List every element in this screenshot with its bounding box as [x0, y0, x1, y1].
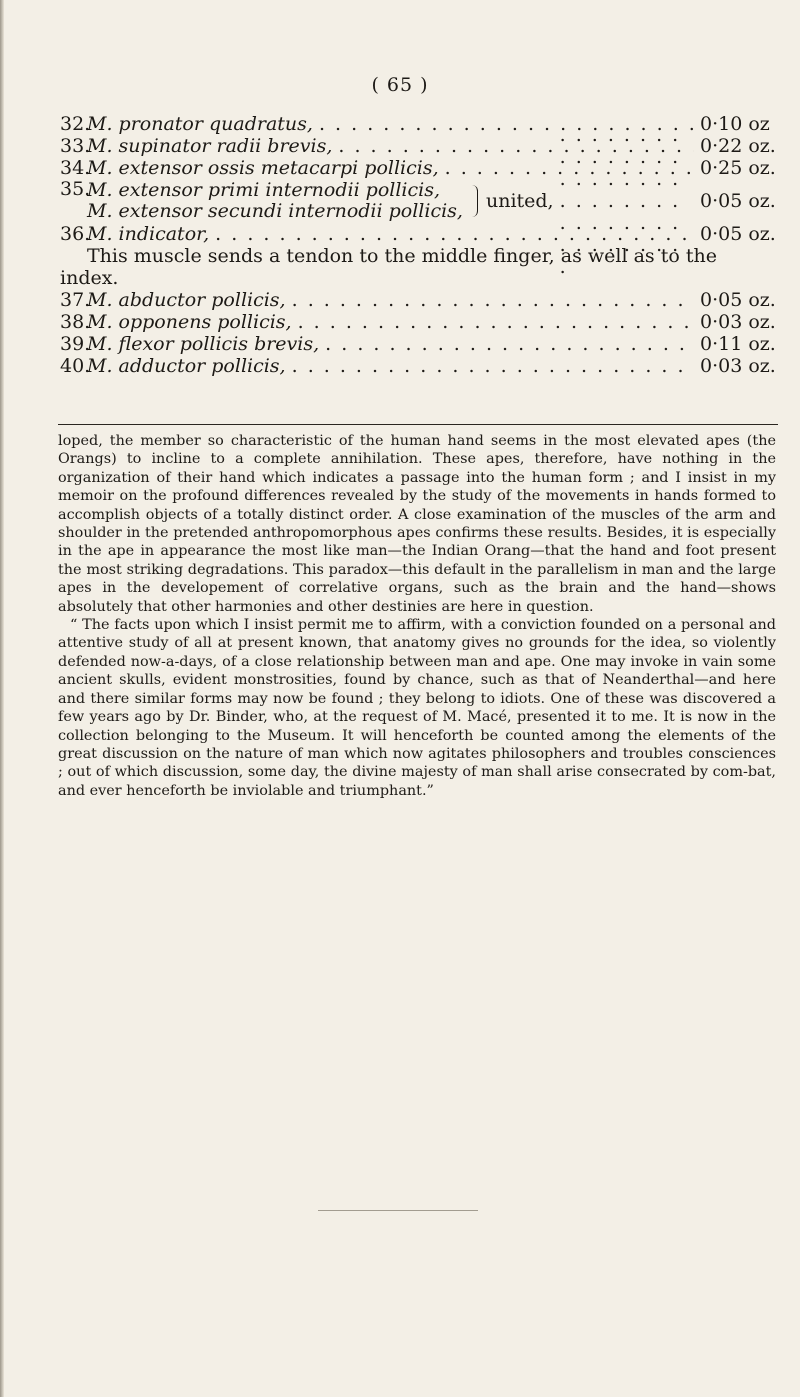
- muscle-name: M. abductor pollicis,: [87, 289, 286, 311]
- brace: [469, 185, 478, 217]
- muscle-weight: 0·11 oz.: [700, 333, 776, 355]
- item-number: 32.: [60, 113, 91, 135]
- item-number: 35.: [60, 178, 91, 200]
- muscle-name: M. flexor pollicis brevis,: [87, 333, 320, 355]
- list-item: [60, 333, 776, 355]
- leader-dots: [325, 333, 694, 355]
- list-item: [60, 311, 776, 333]
- muscle-weight-list: [60, 113, 776, 377]
- note-text: This muscle sends a tendon to the middle finger, as well as to the index.: [60, 245, 717, 289]
- item-number: 37.: [60, 289, 91, 311]
- item-number: 38.: [60, 311, 91, 333]
- page-number: ( 65 ): [371, 74, 429, 96]
- item-number: 36.: [60, 223, 91, 245]
- list-item: [60, 355, 776, 377]
- paragraph: “ The facts upon which I insist permit me to affirm, with a conviction founded on a personal and attentive study of all at present known, that anatomy gives no grounds for the idea, so violently defended now-a-days, of a close relationship between man and ape. One may invoke in vain some ancient skulls, evident monstrosities, found by chance, such as that of Neanderthal—and here and there similar forms may now be found ; they belong to idiots. One of these was discovered a few years ago by Dr. Binder, who, at the request of M. Macé, presented it to me. It is now in the collection belonging to the Museum. It will henceforth be counted among the elements of the great discussion on the nature of man which now agitates philosophers and troubles consciences ; out of which discussion, some day, the divine majesty of man shall arise consecrated by com-bat, and ever henceforth be inviolable and triumphant.”: [58, 617, 776, 799]
- muscle-name: M. adductor pollicis,: [87, 355, 286, 377]
- muscle-name: M. opponens pollicis,: [87, 311, 292, 333]
- muscle-name: M. supinator radii brevis,: [87, 135, 333, 157]
- muscle-name: M. extensor secundi internodii pollicis,: [87, 200, 463, 222]
- muscle-weight: 0·03 oz.: [700, 311, 776, 333]
- section-divider: [58, 424, 778, 425]
- leader-dots: [298, 311, 694, 333]
- muscle-weight: 0·05 oz.: [700, 190, 776, 212]
- item-number: 33.: [60, 135, 91, 157]
- paragraph: loped, the member so characteristic of the human hand seems in the most elevated apes (the Orangs) to incline to a complete annihilation. These apes, therefore, have nothing in the organization of their hand which indicates a passage into the human form ; and I insist in my memoir on the profound differences revealed by the study of the movements in hands formed to accomplish objects of a totally distinct order. A close examination of the muscles of the arm and shoulder in the pretended anthropomorphous apes confirms these results. Besides, it is especially in the ape in appearance the most like man—the Indian Orang—that the hand and foot present the most striking degradations. This paradox—this default in the parallelism in man and the large apes in the developement of correlative organs, such as the brain and the hand—shows absolutely that other harmonies and other destinies are here in question.: [58, 433, 776, 615]
- muscle-weight: 0·25 oz.: [700, 157, 776, 179]
- leader-dots: [292, 355, 694, 377]
- muscle-weight: 0·05 oz.: [700, 289, 776, 311]
- leader-dots: [215, 223, 694, 245]
- muscle-name: M. extensor primi internodii pollicis,: [87, 179, 441, 201]
- leader-dots: [292, 289, 694, 311]
- footer-rule: [318, 1210, 478, 1211]
- item-number: 39.: [60, 333, 91, 355]
- list-item: [60, 289, 776, 311]
- muscle-weight: 0·03 oz.: [700, 355, 776, 377]
- muscle-name: M. indicator,: [87, 223, 210, 245]
- muscle-weight: 0·05 oz.: [700, 223, 776, 245]
- muscle-name: M. pronator quadratus,: [87, 113, 313, 135]
- united-label: united,: [485, 190, 554, 212]
- muscle-weight: 0·10 oz: [700, 113, 770, 135]
- item-number: 34.: [60, 157, 91, 179]
- muscle-weight: 0·22 oz.: [700, 135, 776, 157]
- muscle-name: M. extensor ossis metacarpi pollicis,: [87, 157, 439, 179]
- united-muscle-names: [87, 180, 463, 222]
- body-text: [58, 432, 776, 800]
- page-edge: [0, 0, 4, 1397]
- list-item: [60, 223, 776, 245]
- item-number: 40.: [60, 355, 91, 377]
- list-item-united: [60, 179, 776, 223]
